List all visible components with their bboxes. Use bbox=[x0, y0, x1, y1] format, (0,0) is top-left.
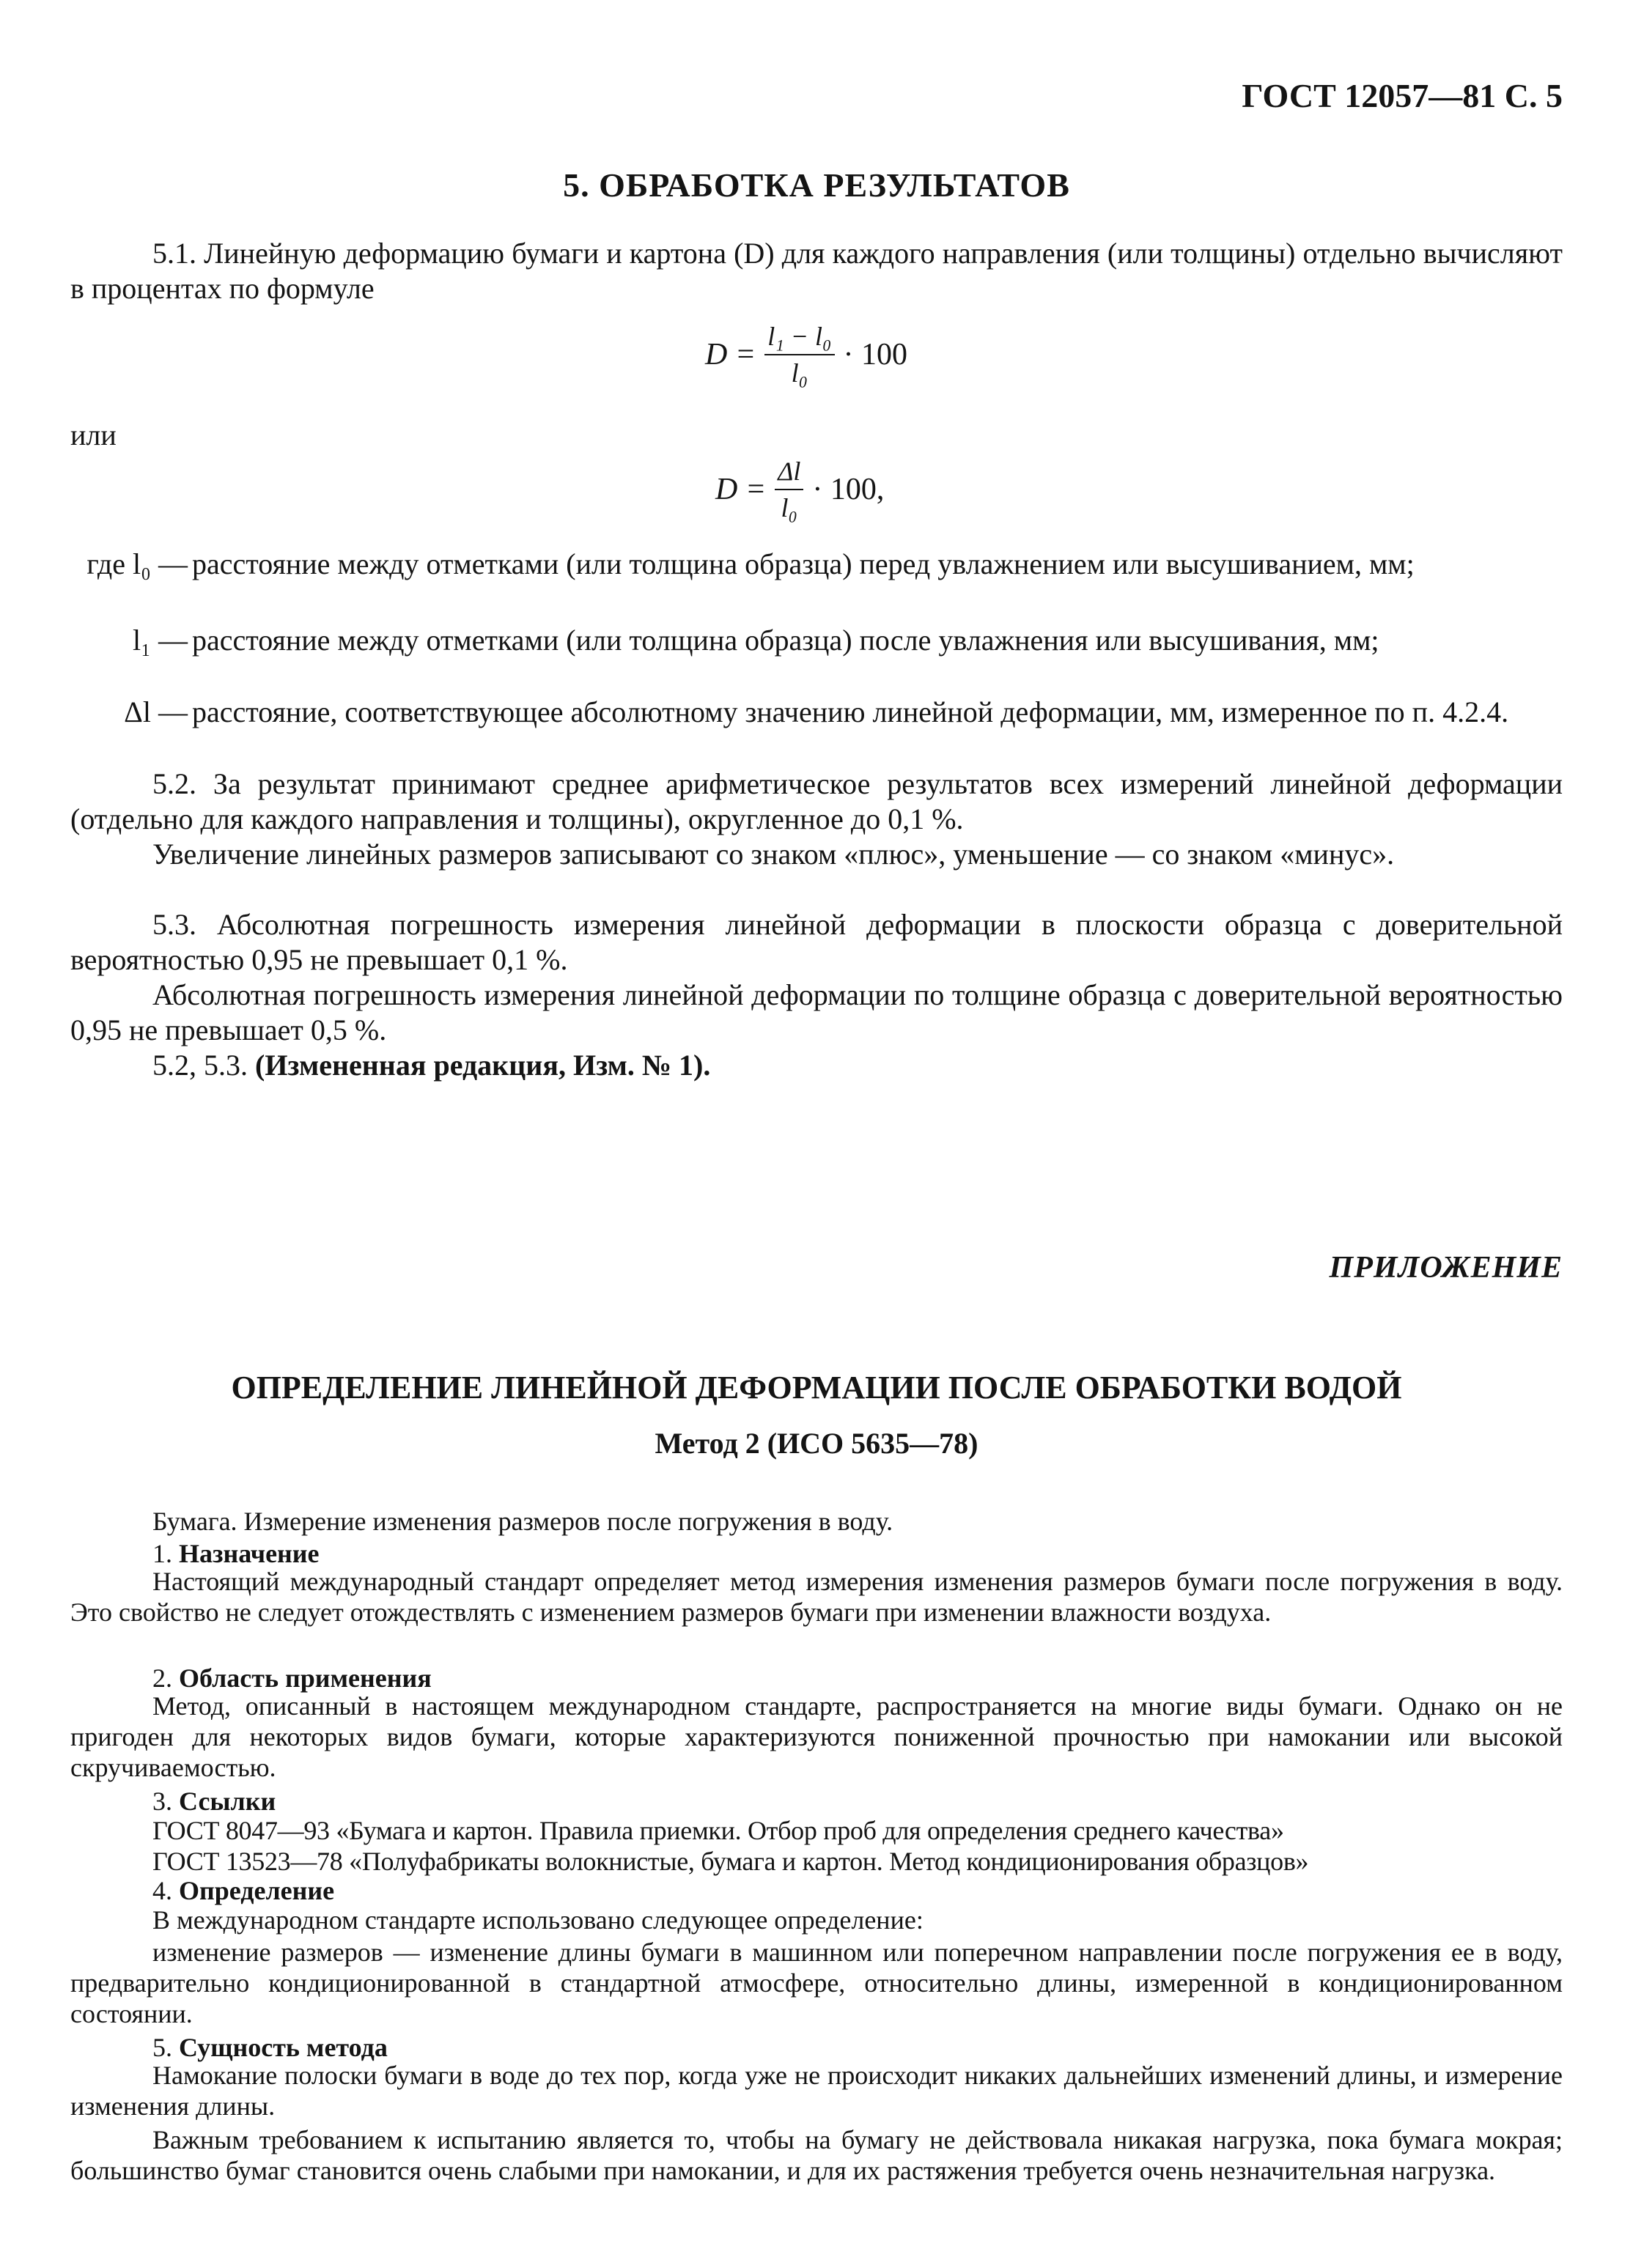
formula-1-tail: · 100 bbox=[843, 338, 908, 372]
formula-2 bbox=[715, 456, 884, 523]
reference-gost-8047: ГОСТ 8047—93 «Бумага и картон. Правила приемки. Отбор проб для определения среднего качества» bbox=[152, 1816, 1284, 1845]
heading-3 bbox=[70, 1787, 1563, 1817]
section-5-title: 5. ОБРАБОТКА РЕЗУЛЬТАТОВ bbox=[563, 166, 1070, 204]
paragraph-5-2: 5.2. За результат принимают среднее арифметическое результатов всех измерений линейной деформации (отдельно для каждого направления и толщины), округленное до 0,1 %. bbox=[70, 767, 1563, 835]
amendment-note bbox=[70, 1048, 1563, 1083]
definition-delta-l-text: расстояние, соответствующее абсолютному значению линейной деформации, мм, измеренное по п. 4.2.4. bbox=[192, 695, 1509, 728]
formula-2-fraction bbox=[775, 456, 803, 523]
formula-2-lhs: D = bbox=[715, 473, 767, 506]
heading-4-number: 4. bbox=[152, 1876, 172, 1905]
appendix-title: ОПРЕДЕЛЕНИЕ ЛИНЕЙНОЙ ДЕФОРМАЦИИ ПОСЛЕ ОБРАБОТКИ ВОДОЙ bbox=[231, 1370, 1402, 1406]
paragraph-purpose: Настоящий международный стандарт определяет метод измерения изменения размеров бумаги после погружения в воду. Это свойство не следует отождествлять с изменением размеров бумаги при изменении влажности воздуха. bbox=[70, 1567, 1563, 1627]
formula-1-numerator: l₁ − l₀ bbox=[764, 321, 834, 355]
formula-1-fraction bbox=[764, 321, 834, 388]
definition-l0-symbol: где l₀ — bbox=[86, 547, 188, 580]
paragraph-5-1: 5.1. Линейную деформацию бумаги и картона (D) для каждого направления (или толщины) отдельно вычисляют в процентах по формуле bbox=[70, 237, 1563, 305]
heading-3-label: Ссылки bbox=[179, 1787, 276, 1816]
formula-1-lhs: D = bbox=[705, 338, 756, 372]
heading-1-label: Назначение bbox=[179, 1539, 320, 1568]
paragraph-principle-requirement: Важным требованием к испытанию является то, чтобы на бумагу не действовала никакая нагрузка, пока бумага мокрая; большинство бумаг становится очень слабыми при намокании, и для их растяжения требуется очень незначительная нагрузка. bbox=[70, 2125, 1563, 2185]
amendment-bold: (Измененная редакция, Изм. № 1). bbox=[255, 1049, 711, 1082]
heading-2 bbox=[70, 1663, 1563, 1694]
heading-5 bbox=[70, 2033, 1563, 2064]
definition-l0-text: расстояние между отметками (или толщина образца) перед увлажнением или высушиванием, мм; bbox=[192, 547, 1415, 580]
formula-2-tail: · 100, bbox=[812, 473, 885, 506]
amendment-prefix: 5.2, 5.3. bbox=[152, 1049, 248, 1082]
paragraph-5-2-sign: Увеличение линейных размеров записывают со знаком «плюс», уменьшение — со знаком «минус». bbox=[152, 838, 1395, 871]
definition-l1 bbox=[70, 623, 1563, 658]
formula-1-denominator: l₀ bbox=[791, 358, 808, 388]
heading-2-number: 2. bbox=[152, 1663, 172, 1693]
appendix-label: ПРИЛОЖЕНИЕ bbox=[1329, 1251, 1563, 1285]
formula-2-denominator: l₀ bbox=[781, 493, 798, 522]
appendix-intro: Бумага. Измерение изменения размеров после погружения в воду. bbox=[152, 1507, 893, 1536]
or-label: или bbox=[70, 418, 117, 451]
heading-1 bbox=[70, 1539, 1563, 1570]
reference-gost-13523: ГОСТ 13523—78 «Полуфабрикаты волокнистые, бумага и картон. Метод кондиционирования образцов» bbox=[152, 1847, 1309, 1876]
heading-4 bbox=[70, 1876, 1563, 1907]
paragraph-5-3-thickness: Абсолютная погрешность измерения линейной деформации по толщине образца с доверительной вероятностью 0,95 не превышает 0,5 %. bbox=[70, 978, 1563, 1046]
paragraph-scope: Метод, описанный в настоящем международном стандарте, распространяется на многие виды бумаги. Однако он не пригоден для некоторых видов бумаги, которые характеризуются пониженной прочностью при намокании или высокой скручиваемостью. bbox=[70, 1691, 1563, 1782]
appendix-method: Метод 2 (ИСО 5635—78) bbox=[655, 1427, 978, 1460]
paragraph-5-3: 5.3. Абсолютная погрешность измерения линейной деформации в плоскости образца с доверительной вероятностью 0,95 не превышает 0,1 %. bbox=[70, 908, 1563, 976]
heading-3-number: 3. bbox=[152, 1787, 172, 1816]
paragraph-definition: изменение размеров — изменение длины бумаги в машинном или поперечном направлении после погружения ее в воду, предварительно кондиционированной в стандартной атмосфере, относительно длины, измеренной в кондиционированном состоянии. bbox=[70, 1938, 1563, 2028]
page-header: ГОСТ 12057—81 С. 5 bbox=[1242, 77, 1563, 114]
definition-l0 bbox=[70, 547, 1563, 582]
definition-l1-text: расстояние между отметками (или толщина образца) после увлажнения или высушивания, мм; bbox=[192, 624, 1379, 657]
definition-delta-l bbox=[70, 695, 1563, 730]
heading-5-number: 5. bbox=[152, 2033, 172, 2062]
heading-1-number: 1. bbox=[152, 1539, 172, 1568]
formula-2-numerator: Δl bbox=[775, 456, 803, 490]
formula-1 bbox=[705, 321, 907, 388]
definition-delta-l-symbol: Δl — bbox=[124, 695, 188, 728]
paragraph-definition-intro: В международном стандарте использовано следующее определение: bbox=[152, 1905, 924, 1935]
heading-5-label: Сущность метода bbox=[179, 2033, 388, 2062]
heading-4-label: Определение bbox=[179, 1876, 335, 1905]
heading-2-label: Область применения bbox=[179, 1663, 432, 1693]
paragraph-principle: Намокание полоски бумаги в воде до тех пор, когда уже не происходит никаких дальнейших изменений длины, и измерение изменения длины. bbox=[70, 2061, 1563, 2121]
definition-l1-symbol: l₁ — bbox=[132, 624, 188, 657]
